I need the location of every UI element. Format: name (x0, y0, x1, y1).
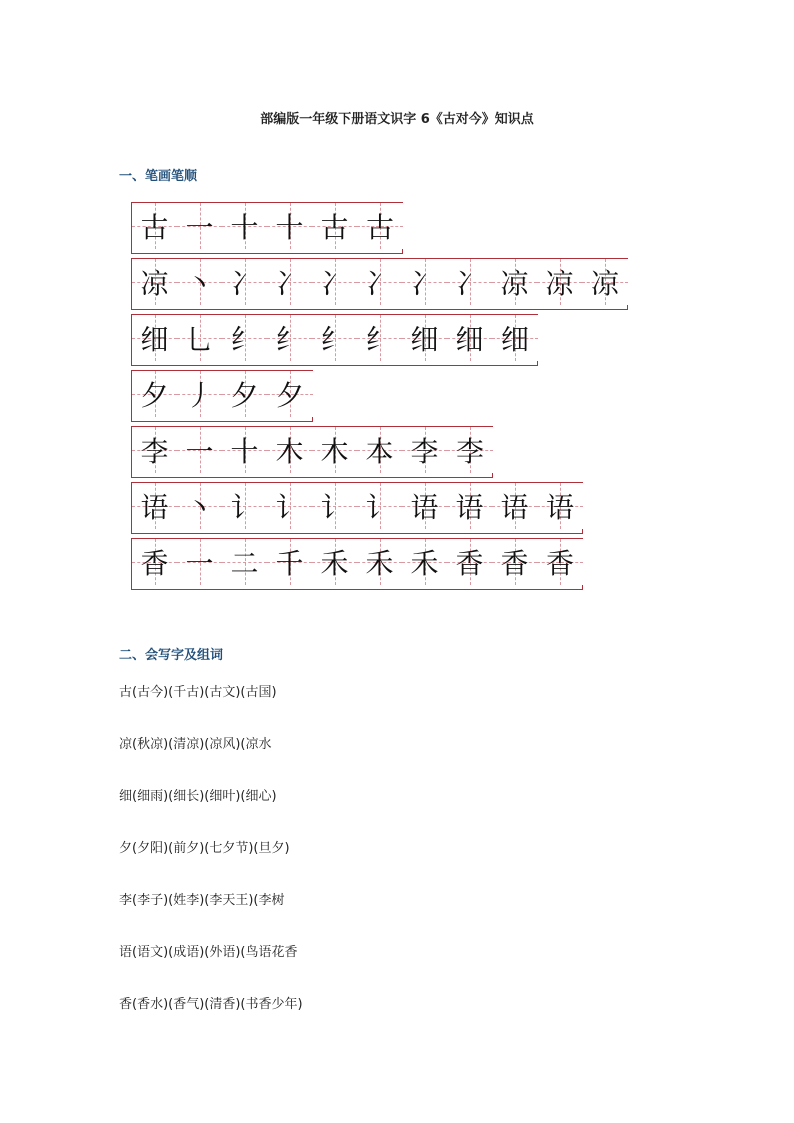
stroke-step-cell (222, 427, 268, 473)
stroke-step-cell (357, 315, 403, 361)
stroke-glyph: 细 (410, 323, 439, 356)
stroke-step-cell (177, 371, 223, 417)
stroke-glyph: 纟 (230, 323, 259, 356)
stroke-glyph: 凉 (500, 267, 529, 300)
stroke-glyph: 纟 (275, 323, 304, 356)
stroke-glyph: 香 (545, 547, 574, 580)
stroke-step-cell (312, 315, 358, 361)
stroke-glyph: 夕 (275, 379, 304, 412)
stroke-glyph: 十 (230, 435, 259, 468)
stroke-glyph: 禾 (320, 547, 349, 580)
stroke-step-cell (357, 539, 403, 585)
stroke-row (131, 482, 583, 534)
stroke-step-cell (177, 203, 223, 249)
stroke-step-cell (267, 259, 313, 305)
stroke-step-cell (582, 259, 628, 305)
stroke-step-cell (222, 483, 268, 529)
stroke-glyph: 冫 (410, 267, 439, 300)
stroke-glyph: 讠 (230, 491, 259, 524)
stroke-glyph: 丶 (185, 267, 214, 300)
stroke-glyph: 禾 (365, 547, 394, 580)
stroke-step-cell (402, 483, 448, 529)
stroke-step-cell (177, 315, 223, 361)
stroke-step-cell (267, 315, 313, 361)
stroke-step-cell (357, 203, 403, 249)
stroke-glyph: 凉 (545, 267, 574, 300)
stroke-glyph: 丶 (185, 491, 214, 524)
word-line: 夕(夕阳)(前夕)(七夕节)(旦夕) (119, 841, 290, 856)
word-line: 香(香水)(香气)(清香)(书香少年) (119, 997, 303, 1012)
stroke-glyph: 语 (410, 491, 439, 524)
stroke-glyph: 冫 (365, 267, 394, 300)
word-line: 细(细雨)(细长)(细叶)(细心) (119, 789, 277, 804)
stroke-step-cell (357, 259, 403, 305)
stroke-character-cell (132, 371, 178, 417)
stroke-glyph: 纟 (320, 323, 349, 356)
stroke-glyph: 木 (275, 435, 304, 468)
page-title: 部编版一年级下册语文识字 6《古对今》知识点 (260, 112, 534, 127)
word-line: 凉(秋凉)(清凉)(凉风)(凉水 (119, 737, 272, 752)
stroke-glyph: 讠 (275, 491, 304, 524)
stroke-glyph: 千 (275, 547, 304, 580)
stroke-glyph: 冫 (230, 267, 259, 300)
stroke-glyph: 丿 (185, 379, 214, 412)
stroke-row (131, 426, 493, 478)
stroke-glyph: 古 (365, 211, 394, 244)
stroke-glyph: 本 (365, 435, 394, 468)
stroke-glyph: 香 (500, 547, 529, 580)
stroke-glyph: 香 (140, 547, 169, 580)
word-line: 李(李子)(姓李)(李天王)(李树 (119, 893, 285, 908)
stroke-step-cell (267, 483, 313, 529)
stroke-step-cell (222, 203, 268, 249)
stroke-step-cell (357, 427, 403, 473)
stroke-step-cell (492, 539, 538, 585)
stroke-glyph: 古 (140, 211, 169, 244)
stroke-step-cell (492, 259, 538, 305)
stroke-character-cell (132, 259, 178, 305)
stroke-glyph: 一 (185, 547, 214, 580)
stroke-step-cell (357, 483, 403, 529)
section-heading-strokes: 一、笔画笔顺 (119, 169, 198, 184)
stroke-glyph: 李 (410, 435, 439, 468)
stroke-glyph: 李 (455, 435, 484, 468)
stroke-glyph: 禾 (410, 547, 439, 580)
stroke-glyph: 细 (500, 323, 529, 356)
stroke-step-cell (222, 371, 268, 417)
stroke-glyph: 夕 (140, 379, 169, 412)
stroke-step-cell (267, 539, 313, 585)
stroke-step-cell (312, 483, 358, 529)
stroke-glyph: 语 (455, 491, 484, 524)
stroke-glyph: 夕 (230, 379, 259, 412)
stroke-step-cell (177, 427, 223, 473)
stroke-glyph: 冫 (275, 267, 304, 300)
stroke-step-cell (492, 315, 538, 361)
stroke-step-cell (312, 427, 358, 473)
stroke-step-cell (447, 427, 493, 473)
stroke-row (131, 202, 403, 254)
stroke-step-cell (222, 259, 268, 305)
stroke-step-cell (402, 539, 448, 585)
stroke-glyph: 十 (275, 211, 304, 244)
stroke-glyph: 讠 (320, 491, 349, 524)
stroke-glyph: 讠 (365, 491, 394, 524)
stroke-step-cell (447, 539, 493, 585)
stroke-glyph: 纟 (365, 323, 394, 356)
stroke-step-cell (447, 259, 493, 305)
stroke-character-cell (132, 483, 178, 529)
stroke-step-cell (267, 371, 313, 417)
stroke-glyph: 一 (185, 435, 214, 468)
stroke-step-cell (222, 539, 268, 585)
stroke-glyph: 细 (455, 323, 484, 356)
stroke-row (131, 258, 628, 310)
stroke-step-cell (402, 427, 448, 473)
stroke-step-cell (492, 483, 538, 529)
stroke-step-cell (267, 203, 313, 249)
stroke-glyph: 冫 (455, 267, 484, 300)
stroke-glyph: 二 (230, 547, 259, 580)
stroke-step-cell (402, 315, 448, 361)
stroke-step-cell (177, 539, 223, 585)
stroke-glyph: 木 (320, 435, 349, 468)
stroke-step-cell (537, 259, 583, 305)
word-list (119, 684, 303, 1048)
stroke-glyph: 古 (320, 211, 349, 244)
stroke-character-cell (132, 315, 178, 361)
stroke-step-cell (312, 259, 358, 305)
stroke-character-cell (132, 203, 178, 249)
word-line: 语(语文)(成语)(外语)(鸟语花香 (119, 945, 298, 960)
word-line: 古(古今)(千古)(古文)(古国) (119, 685, 277, 700)
stroke-glyph: 凉 (140, 267, 169, 300)
stroke-row (131, 314, 538, 366)
stroke-glyph: 语 (545, 491, 574, 524)
stroke-step-cell (537, 483, 583, 529)
stroke-glyph: 凉 (590, 267, 619, 300)
stroke-step-cell (222, 315, 268, 361)
stroke-step-cell (447, 315, 493, 361)
stroke-step-cell (177, 259, 223, 305)
stroke-character-cell (132, 427, 178, 473)
stroke-glyph: 细 (140, 323, 169, 356)
stroke-step-cell (177, 483, 223, 529)
stroke-glyph: 李 (140, 435, 169, 468)
stroke-step-cell (312, 539, 358, 585)
stroke-step-cell (402, 259, 448, 305)
stroke-row (131, 538, 583, 590)
stroke-glyph: 乚 (185, 323, 214, 356)
stroke-glyph: 语 (500, 491, 529, 524)
stroke-step-cell (267, 427, 313, 473)
stroke-glyph: 语 (140, 491, 169, 524)
stroke-order-table (131, 202, 628, 594)
stroke-glyph: 一 (185, 211, 214, 244)
stroke-glyph: 香 (455, 547, 484, 580)
stroke-character-cell (132, 539, 178, 585)
stroke-step-cell (537, 539, 583, 585)
stroke-row (131, 370, 313, 422)
stroke-step-cell (312, 203, 358, 249)
stroke-glyph: 冫 (320, 267, 349, 300)
section-heading-words: 二、会写字及组词 (119, 648, 224, 663)
stroke-glyph: 十 (230, 211, 259, 244)
stroke-step-cell (447, 483, 493, 529)
